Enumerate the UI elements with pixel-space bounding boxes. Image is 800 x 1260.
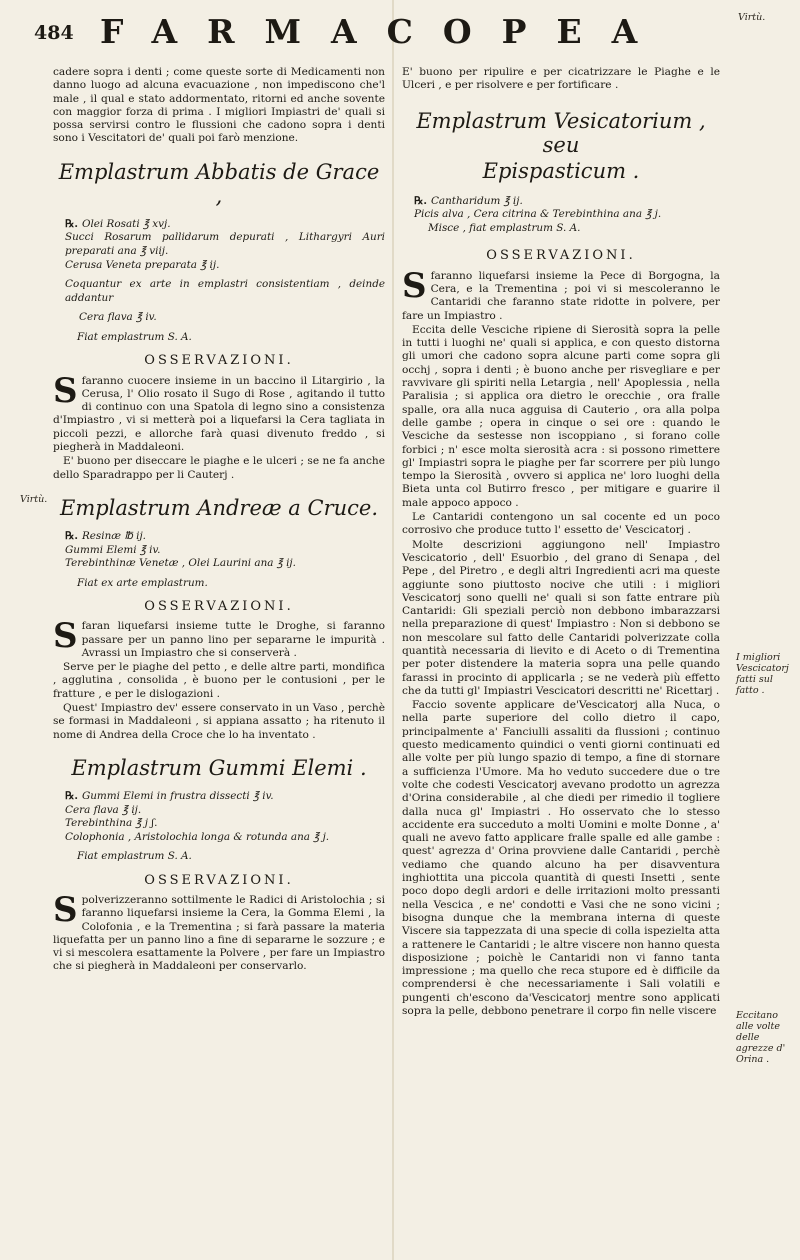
osservazioni-paragraph: E' buono per diseccare le piaghe e le ulceri ; se ne fa anche dello Sparadrappo per li Cauterj . — [53, 455, 385, 481]
recipe-line: Colophonia , Aristolochia longa & rotunda ana ℥ j. — [65, 830, 330, 843]
margin-note-eccitano: Eccitano alle volte delle agrezze d' Orina . — [736, 1010, 786, 1065]
column-gutter — [392, 0, 394, 1260]
recipe-symbol-icon: ℞. — [65, 789, 78, 802]
section-title-andreae: Emplastrum Andreæ a Cruce. — [60, 495, 378, 520]
intro-paragraph: cadere sopra i denti ; come queste sorte di Medicamenti non danno luogo ad alcuna evacuazione , non impediscono che'l male , il qual e stato addormentato, ritorni ed anche sovente con maggior forza di prima . I migliori Impiastri de' quali si possa servirsi contro le flussioni che cadono sopra i denti sono i Vescitatori de' quali poi farò menzione. — [53, 66, 385, 145]
recipe-line: Gummi Elemi ℥ iv. — [65, 543, 161, 556]
osservazioni-paragraph: Faccio sovente applicare de'Vescicatorj alla Nuca, o nella parte superiore del collo dietro il capo, principalmente a' Fanciulli assaliti da flussioni ; continuo questo medicamento quindici o venti giorni continuati ed alle volte per più lungo spazio di tempo, a fine di stornare a sufficienza l'Umore. Ma ho veduto succedere due o tre volte che codesti Vescicatorj avevano prodotto un agrezza d'Orina considerabile , al che diedi per rimedio il togliere dalla nuca gl' Impiastri . Ho osservato che lo stesso accidente era succeduto a molti Uomini e molte Donne , a' quali ne avevo fatto applicare fralle spalle ed alle gambe : quest' agrezza d' Orina provviene dalle Cantaridi , perchè vediamo che quando alcuno ha per disavventura inghiottita una piccola quantità di questi Insetti , sente poco dopo degli ardori e delle irritazioni molto pressanti nella Vescica , e ne' condotti e Vasi che ne sono vicini ; bisogna dunque che la membrana interna di queste Viscere sia tappezzata di una specie di colla ispezielta atta a rattenere le Cantaridi ; le altre viscere non hanno questa disposizione ; poichè le Cantaridi non vi fanno tanta impressione ; ma quello che reca stupore ed è difficile da comprendersi è che necessariamente i Sali volatili e pungenti ch'escono da'Vescicatorj mentre sono applicati sopra la pelle, debbono penetrare il corpo fin nelle viscere — [402, 699, 720, 1017]
drop-cap: S — [53, 616, 78, 657]
osservazioni-paragraph: Molte descrizioni aggiungono nell' Impiastro Vescicatorio , dell' Esuorbio , del grano di Senapa , del Pepe , del Piretro , e degli altri Ingredienti acri ma queste aggiunte sono piuttosto nocive che utili : i migliori Vescicatorj sono quelli ne' quali si son fatte entrare più Cantaridi: Gli speziali perciò non debbono imbarazzarsi nella preparazione di quest' Impiastro : Non si debbono se non mescolare sul fatto delle Cantaridi polverizzate colla quantità necessaria di lievito e di Aceto o di Trementina per poter distendere la materia sopra una pelle quando farassi in procinto di applicarla ; se ne vederà più effetto che da tutti gl' Impiastri Vescicatori descritti ne' Ricettarj . — [402, 538, 720, 697]
recipe-instruction: Coquantur ex arte in emplastri consistentiam , deinde addantur — [65, 278, 385, 304]
recipe-line: ℞. Cantharidum ℥ ij. — [414, 194, 523, 207]
fiat-line: Fiat ex arte emplastrum. — [77, 576, 208, 589]
recipe-line: Cera flava ℥ ij. — [65, 803, 142, 816]
page-number: 484 — [34, 22, 74, 44]
osservazioni-paragraph: Sfaranno cuocere insieme in un baccino il Litargirio , la Cerusa, l' Olio rosato il Sugo di Rose , agitando il tutto di continuo con una Spatola di legno sino a consistenza d'Impiastro , vi si metterà poi a liquefarsi la Cera tagliata in piccoli pezzi, e allorche farà quasi divenuto freddo , si piegherà in Maddaleoni. — [53, 370, 385, 454]
right-column — [402, 66, 720, 1019]
left-column — [53, 66, 385, 975]
osservazioni-paragraph: Quest' Impiastro dev' essere conservato in un Vaso , perchè se formasi in Maddaleoni , si appiana assatto ; ha ritenuto il nome di Andrea della Croce che lo ha inventato . — [53, 702, 385, 741]
drop-cap: S — [402, 265, 427, 306]
recipe-symbol-icon: ℞. — [65, 529, 78, 542]
osservazioni-paragraph: Sfaran liquefarsi insieme tutte le Droghe, si faranno passare per un panno lino per separarne le impurità . Avrassi un Impiastro che si conserverà . — [53, 616, 385, 659]
recipe-andreae — [65, 530, 385, 571]
section-subtitle-epispasticum: Epispasticum . — [482, 158, 640, 183]
osservazioni-paragraph: Serve per le piaghe del petto , e delle altre parti, mondifica , agglutina , consolida , è buono per le contusioni , per le fratture , e per le dislogazioni . — [53, 661, 385, 700]
recipe-line: ℞. Gummi Elemi in frustra dissecti ℥ iv. — [65, 789, 274, 802]
drop-cap: S — [53, 370, 78, 411]
recipe-line: Cerusa Veneta preparata ℥ ij. — [65, 258, 220, 271]
osservazioni-paragraph: Sfaranno liquefarsi insieme la Pece di Borgogna, la Cera, e la Trementina ; poi vi si mescoleranno le Cantaridi che faranno state ridotte in polvere, per fare un Impiastro . — [402, 265, 720, 322]
intro-paragraph: E' buono per ripulire e per cicatrizzare le Piaghe e le Ulceri , e per risolvere e per fortificare . — [402, 66, 720, 92]
fiat-line: Fiat emplastrum S. A. — [77, 330, 192, 343]
recipe-abbatis — [65, 218, 385, 325]
recipe-line: Terebinthina ℥ j ʃ. — [65, 817, 158, 830]
osservazioni-heading: OSSERVAZIONI. — [144, 598, 294, 614]
fiat-line: Fiat emplastrum S. A. — [77, 850, 192, 863]
recipe-symbol-icon: ℞. — [414, 194, 427, 207]
recipe-line: Picis alva , Cera citrina & Terebinthina ana ℥ j. — [414, 208, 662, 221]
osservazioni-heading: OSSERVAZIONI. — [486, 248, 636, 264]
recipe-line: Succi Rosarum pallidarum depurati , Lithargyri Auri preparati ana ℥ viij. — [65, 231, 385, 257]
recipe-line: Cera flava ℥ iv. — [79, 311, 157, 324]
osservazioni-paragraph: Le Cantaridi contengono un sal cocente ed un poco corrosivo che produce tutto l' essetto de' Vescicatorj . — [402, 511, 720, 537]
section-title-vesicatorium: Emplastrum Vesicatorium , seu — [416, 108, 706, 157]
margin-note-virtu: Virtù. — [738, 12, 766, 23]
recipe-symbol-icon: ℞. — [65, 217, 78, 230]
recipe-gummi-elemi — [65, 790, 385, 844]
drop-cap: S — [53, 889, 78, 930]
section-title-gummi-elemi: Emplastrum Gummi Elemi . — [71, 755, 367, 780]
recipe-vesicatorium — [414, 195, 720, 236]
recipe-line: ℞. Resinæ ℔ ij. — [65, 529, 146, 542]
page-header — [30, 12, 770, 52]
recipe-line: Misce , fiat emplastrum S. A. — [428, 221, 581, 234]
osservazioni-heading: OSSERVAZIONI. — [144, 353, 294, 369]
margin-note-virtu: Virtù. — [20, 494, 48, 505]
recipe-line: Terebinthinæ Venetæ , Olei Laurini ana ℥ ij. — [65, 557, 296, 570]
osservazioni-paragraph: Spolverizzeranno sottilmente le Radici di Aristolochia ; si faranno liquefarsi insieme la Cera, la Gomma Elemi , la Colofonia , e la Trementina ; si farà passare la materia liquefatta per un panno lino a fine di separarne le sozzure ; e vi si mescolera esattamente la Polvere , per fare un Impiastro che si piegherà in Maddaleoni per conservarlo. — [53, 889, 385, 973]
osservazioni-paragraph: Eccita delle Vesciche ripiene di Sierosità sopra la pelle in tutti i luoghi ne' quali si applica, e con questo distorna gli umori che cadono sopra alcune parti come sopra gli occhj , sopra i denti ; è buono anche per risvegliare e per ravvivare gli spiriti nella Letargia , nell' Apoplessia , nella Paralisia ; si applica ora dietro le orecchie , ora fralle spalle, ora alla nuca agguisa di Cauterio , ora alla polpa delle gambe ; opera in cinque o sei ore : quando le Vesciche da sestesse non iscoppiano , si forano colle forbici ; n' esce molta sierosità acra : si possono rimettere gl' Impiastri sopra le piaghe per far scorrere per più lungo tempo la Sierosità , ovvero si applica ne' loro luoghi della Bieta unta col Butirro fresco , per mitigare e guarire il male appoco appoco . — [402, 323, 720, 509]
margin-note-migliori: I migliori Vescicatorj fatti sul fatto . — [736, 652, 789, 696]
recipe-line: ℞. Olei Rosati ℥ xvj. — [65, 217, 171, 230]
osservazioni-heading: OSSERVAZIONI. — [144, 872, 294, 888]
running-title: FARMACOPEA — [100, 12, 668, 51]
section-title-abbatis: Emplastrum Abbatis de Grace , — [58, 159, 380, 208]
